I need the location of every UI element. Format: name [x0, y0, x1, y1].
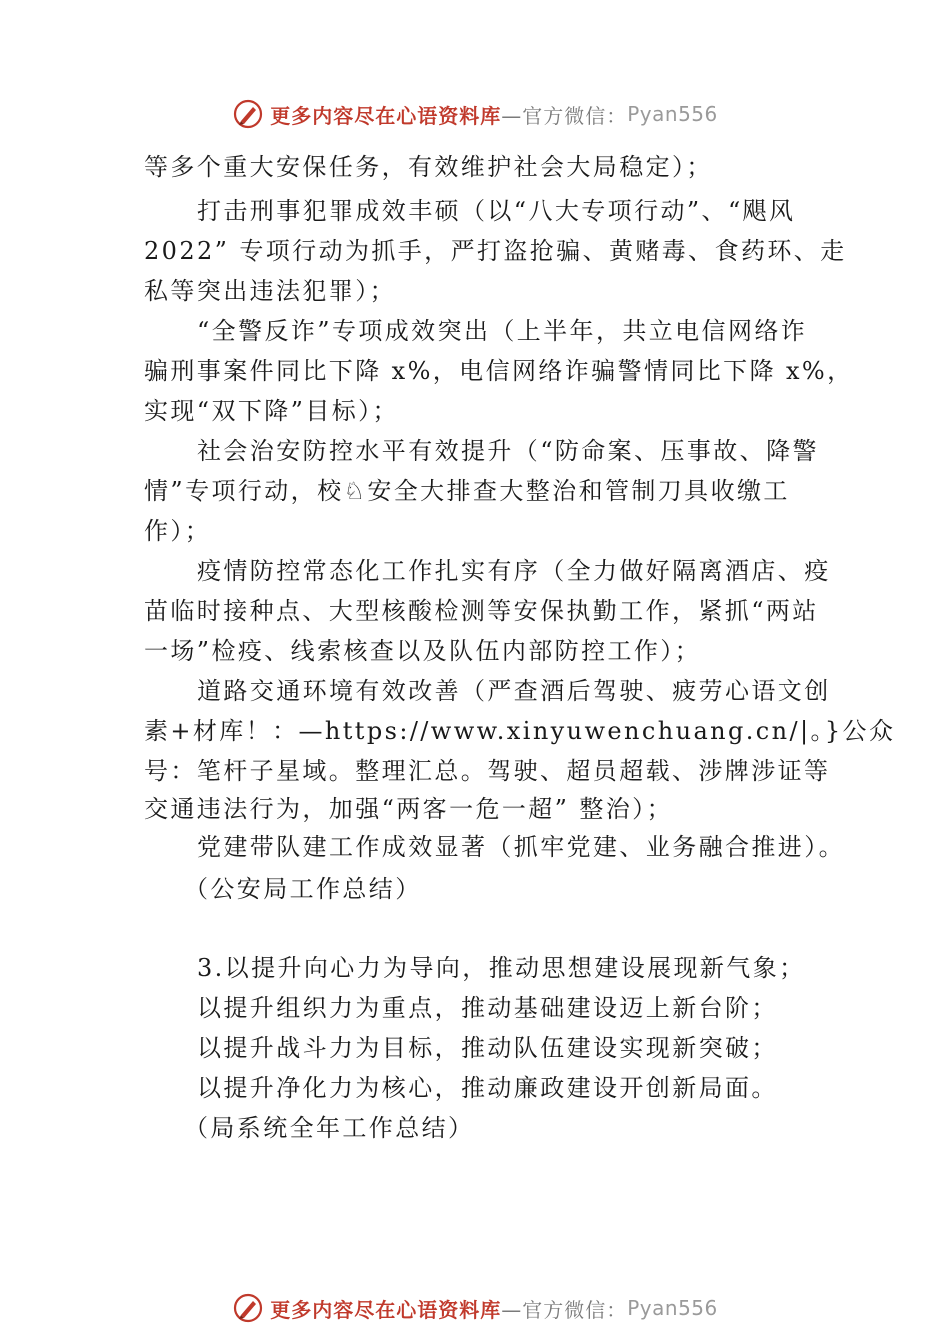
body-line: 号：笔杆子星域。整理汇总。驾驶、超员超载、涉牌涉证等 — [144, 757, 831, 785]
body-line: 一场”检疫、线索核查以及队伍内部防控工作）； — [144, 637, 702, 665]
header-brand-text: 更多内容尽在心语资料库 — [270, 103, 502, 128]
list-line: 以提升组织力为重点，推动基础建设迈上新台阶； — [197, 994, 778, 1022]
footer-brand-text: 更多内容尽在心语资料库 — [270, 1297, 502, 1322]
body-line: 党建带队建工作成效显著（抓牢党建、业务融合推进）。 — [197, 833, 845, 861]
body-line: 打击刑事犯罪成效丰硕（以“八大专项行动”、“飓风 — [197, 197, 796, 225]
body-line: 疫情防控常态化工作扎实有序（全力做好隔离酒店、疫 — [197, 557, 831, 585]
header-wechat-label: —官方微信： — [501, 103, 628, 128]
pen-logo-icon — [232, 98, 264, 130]
footer-wechat-id: Pyan556 — [627, 1296, 718, 1320]
body-line: 道路交通环境有效改善（严查酒后驾驶、疲劳心语文创 — [197, 677, 831, 705]
body-line: 2022” 专项行动为抓手，严打盗抢骗、黄赌毒、食药环、走 — [144, 237, 847, 265]
header-watermark-banner — [0, 92, 950, 136]
footer-wechat-label: —官方微信： — [501, 1297, 628, 1322]
body-line: 苗临时接种点、大型核酸检测等安保执勤工作，紧抓“两站 — [144, 597, 819, 625]
list-line: 以提升战斗力为目标，推动队伍建设实现新突破； — [197, 1034, 778, 1062]
body-line: 情”专项行动，校♘安全大排查大整治和管制刀具收缴工 — [144, 477, 790, 505]
source-note: （公安局工作总结） — [184, 875, 422, 903]
body-line: 素+材库！：—https://www.xinyuwenchuang.cn/|。}公众 — [144, 717, 896, 745]
body-line: 骗刑事案件同比下降 x%，电信网络诈骗警情同比下降 x%， — [144, 357, 854, 385]
header-wechat-id: Pyan556 — [627, 102, 718, 126]
footer-watermark-banner — [0, 1286, 950, 1330]
body-line: 实现“双下降”目标）； — [144, 397, 399, 425]
list-line: 以提升净化力为核心，推动廉政建设开创新局面。 — [197, 1074, 778, 1102]
body-line: 私等突出违法犯罪）； — [144, 277, 396, 305]
body-line: 作）； — [144, 517, 212, 545]
body-line: “全警反诈”专项成效突出（上半年，共立电信网络诈 — [197, 317, 808, 345]
source-note: （局系统全年工作总结） — [184, 1114, 475, 1142]
body-line: 等多个重大安保任务，有效维护社会大局稳定）； — [144, 153, 713, 181]
body-line: 交通违法行为，加强“两客一危一超” 整治）； — [144, 795, 673, 823]
pen-logo-icon — [232, 1292, 264, 1324]
list-line: 3.以提升向心力为导向，推动思想建设展现新气象； — [197, 954, 806, 982]
body-line: 社会治安防控水平有效提升（“防命案、压事故、降警 — [197, 437, 819, 465]
